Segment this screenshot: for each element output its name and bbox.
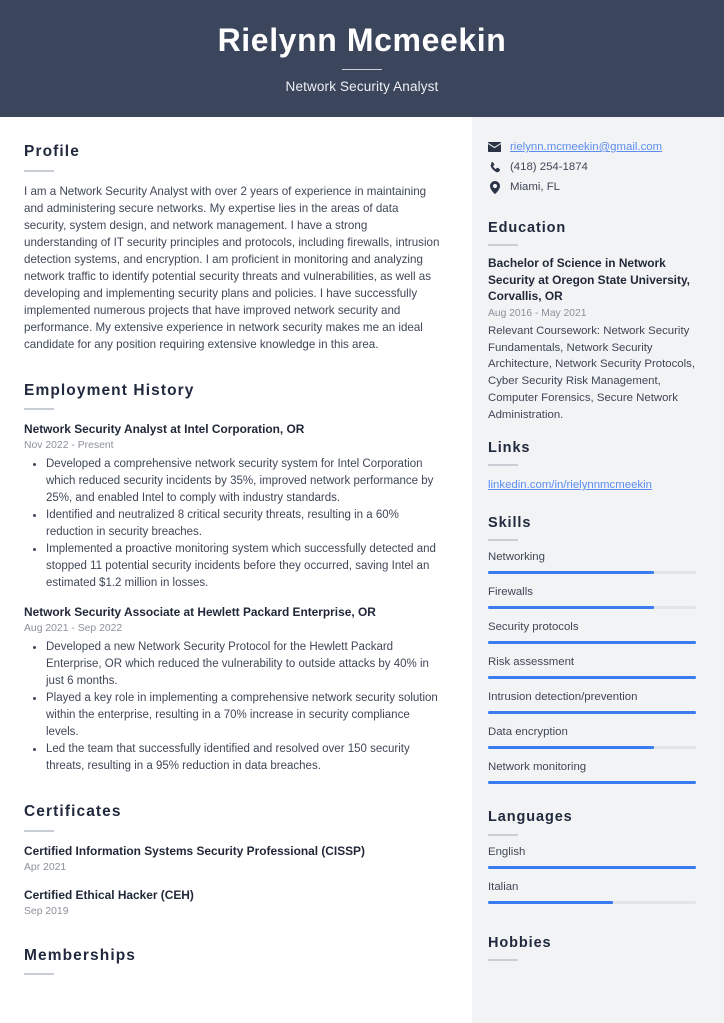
location-pin-icon bbox=[488, 181, 501, 194]
education-date: Aug 2016 - May 2021 bbox=[488, 307, 587, 319]
education-title: Bachelor of Science in Network Security at Oregon State University, Corvallis, OR bbox=[488, 256, 690, 304]
language-item bbox=[488, 880, 696, 904]
language-label: Italian bbox=[488, 880, 519, 893]
section-links bbox=[488, 440, 696, 493]
email-link[interactable]: rielynn.mcmeekin@gmail.com bbox=[510, 141, 663, 153]
links-heading-underline bbox=[488, 464, 518, 466]
profile-heading-underline bbox=[24, 170, 54, 172]
language-bar-track bbox=[488, 866, 696, 869]
resume-header bbox=[0, 0, 724, 117]
memberships-heading: Memberships bbox=[24, 946, 137, 964]
languages-heading: Languages bbox=[488, 809, 573, 826]
certificate-date: Apr 2021 bbox=[24, 861, 67, 873]
language-bar-fill bbox=[488, 866, 696, 869]
skill-bar-track bbox=[488, 711, 696, 714]
links-heading: Links bbox=[488, 439, 531, 456]
memberships-heading-underline bbox=[24, 973, 54, 975]
job-bullet-list bbox=[24, 639, 440, 775]
contact-details bbox=[488, 139, 696, 195]
skill-bar-fill bbox=[488, 606, 654, 609]
phone-icon bbox=[488, 162, 501, 174]
spacer bbox=[24, 777, 440, 803]
skill-bar-fill bbox=[488, 571, 654, 574]
skill-bar-fill bbox=[488, 676, 696, 679]
skills-heading-underline bbox=[488, 539, 518, 541]
main-column bbox=[0, 117, 472, 1023]
spacer bbox=[488, 915, 696, 935]
job-bullet-list bbox=[24, 456, 440, 592]
location-value: Miami, FL bbox=[510, 181, 560, 193]
job-bullet: Implemented a proactive monitoring system which successfully detected and stopped 11 potential security incidents before they occurred, saving Intel an estimated $1.2 million in losses. bbox=[24, 541, 440, 592]
education-entry bbox=[488, 255, 696, 423]
skill-label: Data encryption bbox=[488, 726, 568, 739]
section-skills bbox=[488, 515, 696, 784]
header-divider bbox=[342, 69, 382, 70]
contact-row-location bbox=[488, 180, 696, 195]
profile-heading: Profile bbox=[24, 143, 80, 160]
certificates-heading-underline bbox=[24, 830, 54, 832]
spacer bbox=[24, 356, 440, 382]
spacer bbox=[488, 200, 696, 220]
candidate-job-title: Network Security Analyst bbox=[285, 78, 439, 94]
skill-item bbox=[488, 760, 696, 784]
skill-item bbox=[488, 585, 696, 609]
section-memberships bbox=[24, 947, 440, 976]
skill-label: Intrusion detection/prevention bbox=[488, 691, 638, 704]
certificates-heading: Certificates bbox=[24, 803, 122, 821]
employment-heading: Employment History bbox=[24, 381, 195, 399]
education-description: Relevant Coursework: Network Security Fundamentals, Network Security Architecture, Network Security Protocols, Cyber Security Risk Management, Computer Forensics, Secure Network Administration. bbox=[488, 324, 696, 421]
skill-bar-fill bbox=[488, 781, 696, 784]
spacer bbox=[488, 495, 696, 515]
skill-label: Security protocols bbox=[488, 621, 579, 634]
job-bullet: Identified and neutralized 8 critical security threats, resulting in a 60% reduction in security breaches. bbox=[24, 507, 440, 541]
job-bullet: Developed a new Network Security Protocol for the Hewlett Packard Enterprise, OR which reduced the vulnerability to outside attacks by 40% in just 6 months. bbox=[24, 639, 440, 690]
job-date: Aug 2021 - Sep 2022 bbox=[24, 623, 123, 635]
spacer bbox=[488, 795, 696, 809]
skill-bar-track bbox=[488, 606, 696, 609]
skill-bar-track bbox=[488, 781, 696, 784]
contact-row-email bbox=[488, 139, 696, 155]
job-bullet: Led the team that successfully identified and resolved over 150 security threats, resulting in a 95% reduction in data breaches. bbox=[24, 741, 440, 775]
spacer bbox=[24, 921, 440, 947]
skill-item bbox=[488, 620, 696, 644]
resume-body bbox=[0, 117, 724, 1023]
contact-row-phone bbox=[488, 160, 696, 175]
language-label: English bbox=[488, 845, 526, 858]
language-bar-fill bbox=[488, 901, 613, 904]
hobbies-heading: Hobbies bbox=[488, 934, 552, 951]
profile-text: I am a Network Security Analyst with over 2 years of experience in maintaining and administering secure networks. My expertise lies in the areas of data security, system design, and network management. I have a strong understanding of IT security principles and protocols, including firewalls, intrusion detection systems, and encryption. I am proficient in monitoring and analyzing network traffic to identify potential security threats and vulnerabilities, as well as developing and implementing security plans and policies. I have successfully implemented numerous projects that have improved network security and performance. My extensive experience in network security makes me an ideal candidate for any position requiring extensive knowledge in this area. bbox=[24, 184, 440, 352]
hobbies-heading-underline bbox=[488, 959, 518, 961]
education-heading-underline bbox=[488, 244, 518, 246]
skill-label: Risk assessment bbox=[488, 656, 575, 669]
section-employment-history bbox=[24, 382, 440, 776]
skill-label: Network monitoring bbox=[488, 761, 587, 774]
skill-item bbox=[488, 690, 696, 714]
skill-bar-fill bbox=[488, 641, 696, 644]
skill-label: Networking bbox=[488, 551, 545, 564]
section-certificates bbox=[24, 803, 440, 919]
certificate-date: Sep 2019 bbox=[24, 905, 69, 917]
linkedin-link[interactable]: linkedin.com/in/rielynnmcmeekin bbox=[488, 479, 652, 492]
skill-item bbox=[488, 655, 696, 679]
certificate-entry bbox=[24, 843, 440, 875]
education-heading: Education bbox=[488, 220, 567, 236]
skill-label: Firewalls bbox=[488, 586, 533, 599]
section-profile bbox=[24, 143, 440, 354]
employment-entry bbox=[24, 421, 440, 592]
section-education bbox=[488, 220, 696, 424]
certificate-entry bbox=[24, 887, 440, 919]
job-title: Network Security Associate at Hewlett Packard Enterprise, OR bbox=[24, 605, 376, 620]
skill-bar-track bbox=[488, 676, 696, 679]
envelope-icon bbox=[488, 142, 501, 152]
certificate-title: Certified Information Systems Security Professional (CISSP) bbox=[24, 843, 365, 858]
job-title: Network Security Analyst at Intel Corporation, OR bbox=[24, 422, 305, 437]
job-bullet: Developed a comprehensive network security system for Intel Corporation which reduced security incidents by 35%, improved network performance by 25%, and enabled Intel to comply with industry standards. bbox=[24, 456, 440, 507]
skill-bar-track bbox=[488, 571, 696, 574]
skill-bar-track bbox=[488, 746, 696, 749]
skill-item bbox=[488, 550, 696, 574]
language-bar-track bbox=[488, 901, 696, 904]
spacer bbox=[488, 426, 696, 440]
section-languages bbox=[488, 809, 696, 903]
candidate-name: Rielynn Mcmeekin bbox=[217, 22, 507, 59]
skill-item bbox=[488, 725, 696, 749]
skills-heading: Skills bbox=[488, 515, 532, 532]
skill-bar-fill bbox=[488, 746, 654, 749]
skill-bar-track bbox=[488, 641, 696, 644]
certificate-title: Certified Ethical Hacker (CEH) bbox=[24, 887, 194, 902]
language-item bbox=[488, 845, 696, 869]
sidebar-column bbox=[472, 117, 724, 1023]
skill-bar-fill bbox=[488, 711, 696, 714]
job-bullet: Played a key role in implementing a comprehensive network security solution within the enterprise, resulting in a 70% increase in security compliance levels. bbox=[24, 690, 440, 741]
languages-heading-underline bbox=[488, 834, 518, 836]
phone-value: (418) 254-1874 bbox=[510, 161, 588, 173]
employment-entry bbox=[24, 604, 440, 775]
section-hobbies bbox=[488, 935, 696, 961]
job-date: Nov 2022 - Present bbox=[24, 440, 114, 452]
employment-heading-underline bbox=[24, 408, 54, 410]
